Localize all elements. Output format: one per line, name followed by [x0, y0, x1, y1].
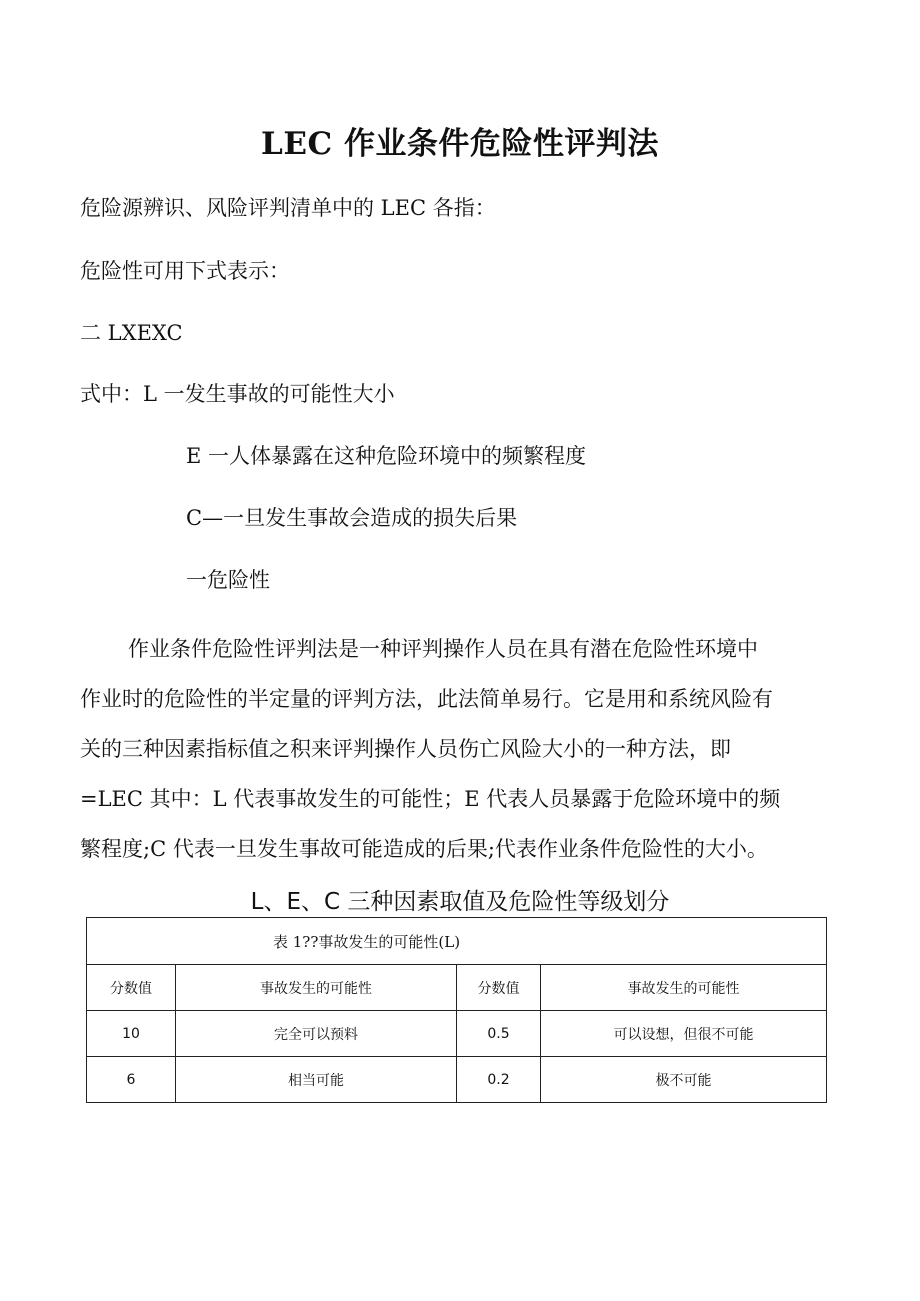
paragraph-line: 繁程度;C 代表一旦发生事故可能造成的后果;代表作业条件危险性的大小。 — [80, 837, 768, 861]
column-header: 事故发生的可能性 — [176, 965, 457, 1011]
table-caption: 表 1??事故发生的可能性(L) — [87, 918, 827, 965]
table-row — [87, 1057, 827, 1103]
body-paragraph — [80, 624, 850, 874]
intro-line: 危险源辨识、风险评判清单中的 LEC 各指： — [80, 196, 496, 220]
formula-intro-line: 危险性可用下式表示： — [80, 259, 290, 283]
likelihood-table — [86, 917, 827, 1103]
definition-l-line: 式中：L 一发生事故的可能性大小 — [80, 382, 395, 406]
definition-d-line: 一危险性 — [186, 568, 270, 592]
paragraph-line: =LEC 其中：L 代表事故发生的可能性；E 代表人员暴露于危险环境中的频 — [80, 787, 781, 811]
table-row — [87, 1011, 827, 1057]
document-title: LEC 作业条件危险性评判法 — [261, 126, 659, 162]
paragraph-line: 作业条件危险性评判法是一种评判操作人员在具有潜在危险性环境中 — [128, 637, 758, 661]
table-cell: 10 — [87, 1011, 176, 1057]
table-caption-row — [87, 918, 827, 965]
table-cell: 极不可能 — [541, 1057, 827, 1103]
table-header-row — [87, 965, 827, 1011]
table-cell: 完全可以预料 — [176, 1011, 457, 1057]
table-cell: 0.5 — [457, 1011, 541, 1057]
table-cell: 0.2 — [457, 1057, 541, 1103]
column-header: 分数值 — [87, 965, 176, 1011]
table-cell: 相当可能 — [176, 1057, 457, 1103]
paragraph-line: 作业时的危险性的半定量的评判方法，此法简单易行。它是用和系统风险有 — [80, 687, 773, 711]
column-header: 分数值 — [457, 965, 541, 1011]
column-header: 事故发生的可能性 — [541, 965, 827, 1011]
table-cell: 可以设想，但很不可能 — [541, 1011, 827, 1057]
formula-line: 二 LXEXC — [80, 321, 183, 345]
paragraph-line: 关的三种因素指标值之积来评判操作人员伤亡风险大小的一种方法，即 — [80, 737, 731, 761]
definition-e-line: E 一人体暴露在这种危险环境中的频繁程度 — [186, 444, 587, 468]
table-cell: 6 — [87, 1057, 176, 1103]
definition-c-line: C—一旦发生事故会造成的损失后果 — [186, 506, 518, 530]
section-title: L、E、C 三种因素取值及危险性等级划分 — [250, 889, 670, 915]
